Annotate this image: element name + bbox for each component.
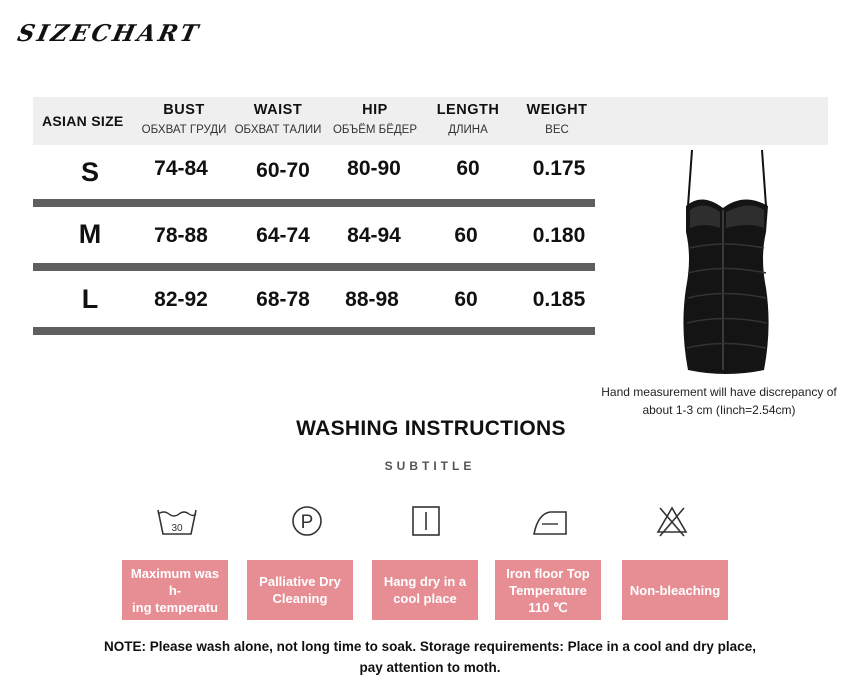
care-badge-dry-cleaning — [247, 560, 353, 620]
asian-size-header: ASIAN SIZE — [42, 113, 124, 129]
column-header-length — [430, 102, 506, 138]
care-note-line: pay attention to moth. — [359, 660, 501, 675]
row-divider — [33, 199, 595, 207]
badge-line: Iron floor Top — [506, 565, 590, 581]
column-header-weight — [518, 102, 596, 138]
no-bleach-icon — [650, 502, 694, 540]
badge-line: cool place — [393, 591, 457, 606]
table-cell-bust: 74-84 — [154, 157, 208, 180]
size-chart-title: SIZECHART — [15, 20, 204, 47]
badge-line: Maximum was — [130, 565, 220, 581]
washing-subtitle: SUBTITLE — [384, 459, 476, 473]
table-cell-weight: 0.180 — [532, 224, 586, 247]
dress-product-image — [668, 148, 778, 376]
table-cell-bust: 78-88 — [154, 224, 208, 247]
wash-temperature-text: 30 — [171, 523, 183, 534]
row-divider — [33, 327, 595, 335]
care-badge-iron — [495, 560, 601, 620]
table-cell-waist: 64-74 — [256, 224, 310, 247]
column-header-label: BUST — [163, 102, 205, 118]
table-cell-length: 60 — [454, 224, 478, 247]
badge-line: 110 ℃ — [528, 599, 568, 615]
column-header-label-ru: ОБХВАТ ГРУДИ — [141, 124, 227, 136]
column-header-label: WAIST — [253, 102, 303, 118]
table-cell-length: 60 — [456, 157, 480, 180]
care-note — [60, 636, 800, 678]
wash-30-icon — [155, 502, 199, 540]
badge-line: Temperature — [509, 582, 587, 598]
table-cell-hip: 84-94 — [347, 224, 401, 247]
row-divider — [33, 263, 595, 271]
badge-line: ing temperatu — [132, 599, 218, 615]
washing-instructions-title: WASHING INSTRUCTIONS — [296, 417, 566, 440]
badge-line: Cleaning — [272, 591, 328, 606]
measurement-note-line: about 1-3 cm (Iinch=2.54cm) — [642, 403, 796, 417]
column-header-label-ru: ВЕС — [545, 124, 569, 136]
column-header-label-ru: ОБХВАТ ТАЛИИ — [234, 124, 322, 136]
table-cell-waist: 68-78 — [256, 288, 310, 311]
care-badge-non-bleaching — [622, 560, 728, 620]
table-cell-bust: 82-92 — [154, 288, 208, 311]
dry-clean-p-icon — [285, 502, 329, 540]
table-cell-waist: 60-70 — [256, 159, 310, 182]
badge-line: Hang dry in a — [383, 574, 467, 589]
badge-line: h- — [168, 582, 182, 598]
iron-icon — [528, 502, 572, 540]
column-header-label-ru: ДЛИНА — [448, 124, 488, 136]
column-header-hip — [330, 102, 420, 138]
care-badge-wash-temperature — [122, 560, 228, 620]
table-cell-weight: 0.185 — [532, 288, 586, 311]
table-cell-hip: 88-98 — [345, 288, 399, 311]
column-header-bust — [138, 102, 230, 138]
care-note-line: NOTE: Please wash alone, not long time to soak. Storage requirements: Place in a cool and dry place, — [104, 639, 756, 654]
column-header-label: HIP — [362, 102, 388, 118]
size-label: L — [81, 284, 99, 314]
care-badge-hang-dry — [372, 560, 478, 620]
table-cell-hip: 80-90 — [347, 157, 401, 180]
badge-line: Non-bleaching — [629, 582, 721, 598]
dry-clean-letter: P — [300, 512, 314, 533]
hang-dry-icon — [404, 502, 448, 540]
measurement-note — [588, 383, 850, 419]
measurement-note-line: Hand measurement will have discrepancy of — [601, 385, 837, 399]
table-cell-length: 60 — [454, 288, 478, 311]
size-label: M — [78, 219, 102, 249]
badge-line: Palliative Dry — [259, 574, 341, 589]
size-label: S — [80, 157, 99, 187]
table-cell-weight: 0.175 — [532, 157, 586, 180]
column-header-label-ru: ОБЪЁМ БЁДЕР — [332, 124, 417, 136]
column-header-waist — [232, 102, 324, 138]
column-header-label: WEIGHT — [526, 102, 588, 118]
column-header-label: LENGTH — [436, 102, 500, 118]
